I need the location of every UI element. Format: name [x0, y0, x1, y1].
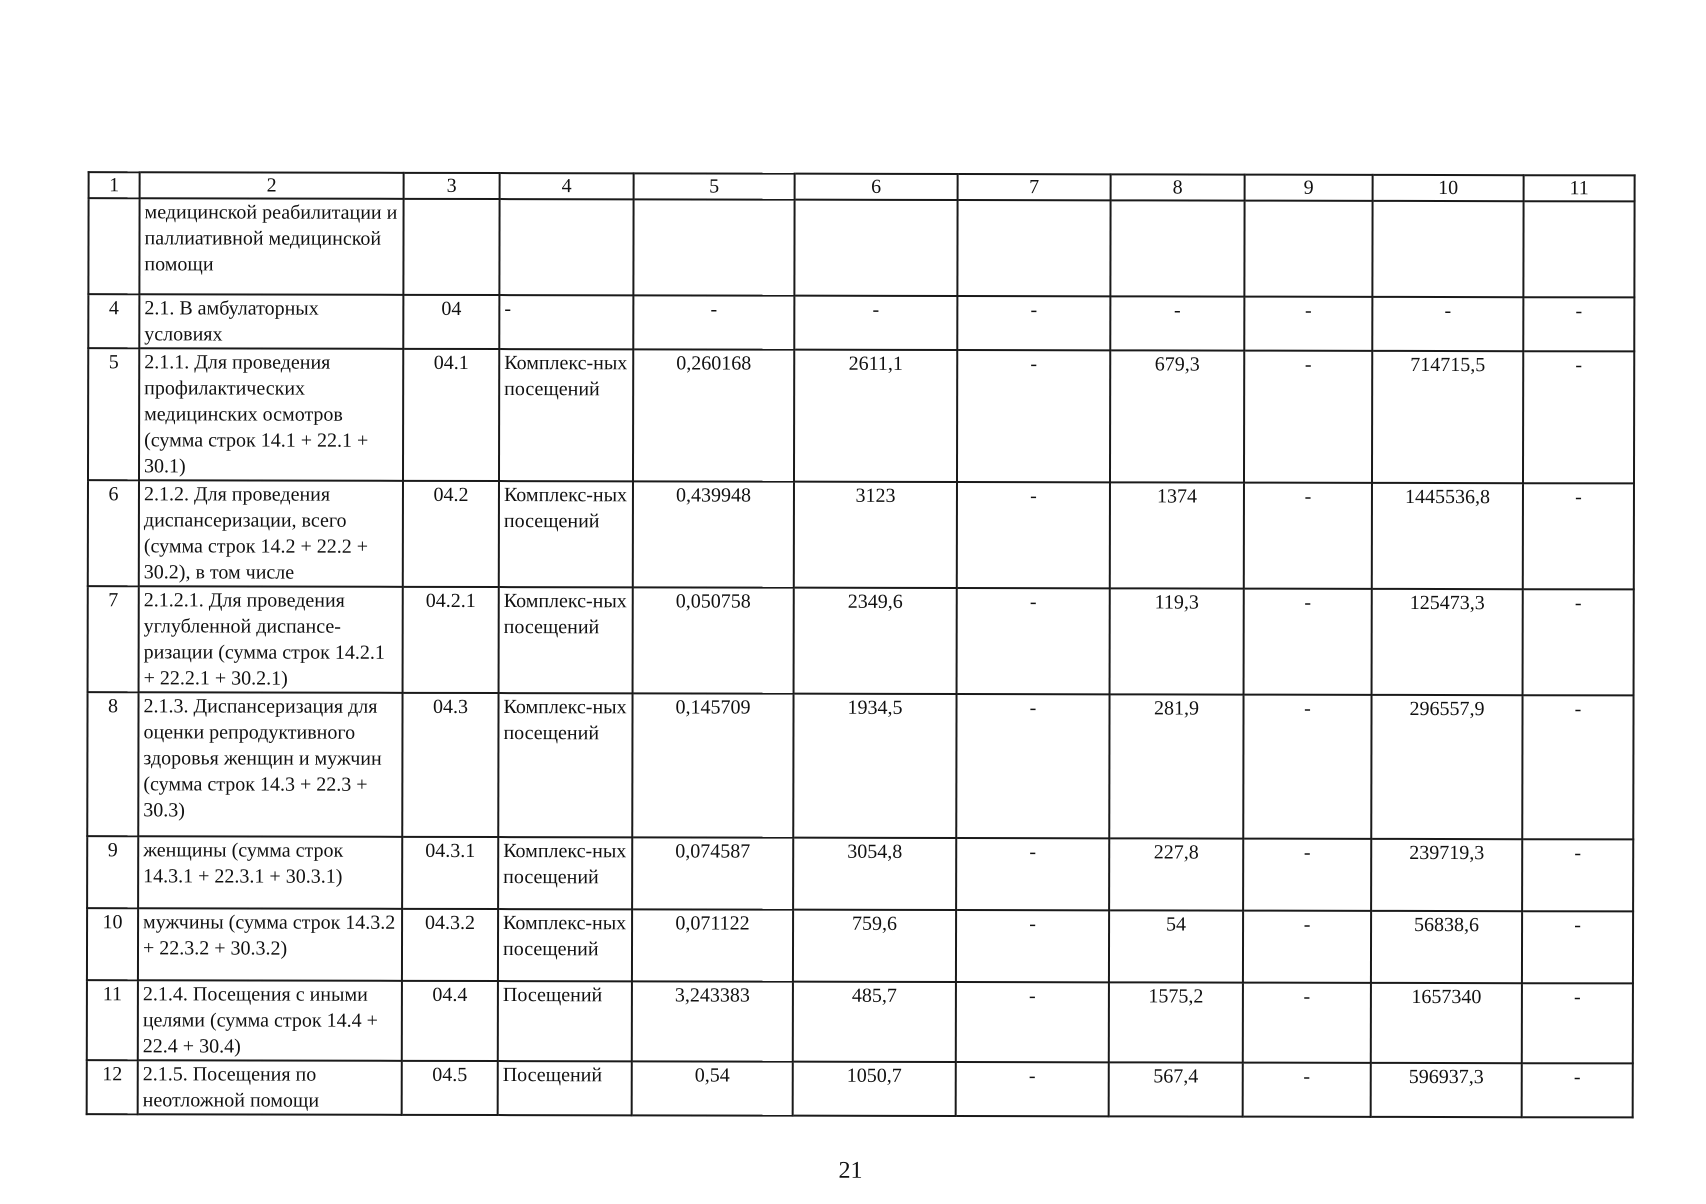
header-col-11: 11	[1524, 175, 1635, 201]
row-value-5: 0,439948	[633, 481, 794, 587]
row-value-8: 281,9	[1109, 694, 1243, 838]
row-value-10: 1657340	[1371, 983, 1522, 1063]
row-value-5: 0,074587	[632, 837, 793, 909]
row-value-9: -	[1243, 911, 1371, 983]
row-value-5	[633, 199, 794, 295]
row-value-11: -	[1522, 983, 1633, 1063]
row-unit: Комплекс-ных посещений	[498, 837, 632, 909]
row-number: 7	[88, 586, 139, 692]
row-name: 2.1.2.1. Для проведения углубленной диспансе-ризации (сумма строк 14.2.1 + 22.2.1 + 30.2.1)	[139, 586, 403, 693]
row-value-11: -	[1522, 839, 1633, 911]
row-value-6: 2611,1	[794, 350, 957, 482]
row-unit: Комплекс-ных посещений	[499, 349, 633, 481]
row-name: 2.1.2. Для проведения диспансеризации, всего (сумма строк 14.2 + 22.2 + 30.2), в том числе	[139, 480, 403, 587]
row-code: 04.3	[402, 693, 498, 837]
row-name: женщины (сумма строк 14.3.1 + 22.3.1 + 30.3.1)	[138, 836, 402, 909]
row-value-11	[1523, 201, 1634, 297]
header-col-1: 1	[89, 172, 140, 198]
table-row	[88, 198, 1634, 297]
row-code	[403, 199, 499, 295]
row-value-6: 1934,5	[793, 694, 956, 838]
row-unit: -	[499, 295, 633, 349]
row-value-9: -	[1244, 483, 1372, 589]
table-row	[87, 908, 1633, 983]
row-value-9: -	[1244, 589, 1372, 695]
row-unit: Комплекс-ных посещений	[498, 909, 632, 981]
row-value-7: -	[956, 982, 1109, 1062]
row-code: 04.4	[402, 981, 498, 1061]
row-value-9: -	[1243, 839, 1371, 911]
row-value-6: 2349,6	[794, 588, 957, 694]
row-code: 04	[403, 295, 499, 349]
row-number	[88, 198, 139, 294]
table-row	[87, 1060, 1633, 1117]
row-value-11: -	[1523, 297, 1634, 351]
header-col-8: 8	[1111, 174, 1245, 200]
row-value-10: 714715,5	[1372, 351, 1523, 483]
header-col-10: 10	[1373, 175, 1524, 201]
row-value-9	[1244, 201, 1372, 297]
row-value-5: 0,145709	[632, 693, 793, 837]
row-number: 10	[87, 908, 138, 980]
header-col-9: 9	[1245, 175, 1373, 201]
row-number: 9	[87, 836, 138, 908]
row-value-5: -	[633, 295, 794, 349]
row-value-10: 125473,3	[1372, 589, 1523, 695]
row-value-10	[1372, 201, 1523, 297]
row-value-9: -	[1243, 1063, 1371, 1117]
row-number: 5	[88, 348, 139, 480]
header-col-4: 4	[500, 173, 634, 199]
row-value-5: 0,071122	[632, 909, 793, 981]
row-value-7: -	[956, 910, 1109, 982]
row-value-7: -	[957, 350, 1110, 482]
row-name: 2.1.4. Посещения с иными целями (сумма строк 14.4 + 22.4 + 30.4)	[138, 980, 402, 1061]
row-value-11: -	[1523, 483, 1634, 589]
row-number: 6	[88, 480, 139, 586]
table-row	[88, 348, 1634, 483]
row-name: медицинской реабилитации и паллиативной медицинской помощи	[139, 198, 403, 295]
row-code: 04.3.1	[402, 837, 498, 909]
row-unit: Комплекс-ных посещений	[499, 587, 633, 693]
row-value-11: -	[1522, 911, 1633, 983]
table-row	[87, 692, 1633, 839]
row-name: 2.1.3. Диспансеризация для оценки репродуктивного здоровья женщин и мужчин (сумма строк 14.3 + 22.3 + 30.3)	[138, 692, 402, 837]
row-value-8	[1110, 200, 1244, 296]
row-unit: Комплекс-ных посещений	[499, 481, 633, 587]
row-value-9: -	[1244, 297, 1372, 351]
table-row	[88, 586, 1634, 695]
row-number: 12	[87, 1060, 138, 1114]
row-value-7	[957, 200, 1110, 296]
row-value-11: -	[1523, 589, 1634, 695]
row-value-7: -	[957, 296, 1110, 350]
row-name: 2.1. В амбулаторных условиях	[139, 294, 403, 349]
row-code: 04.2	[403, 481, 499, 587]
row-value-7: -	[956, 838, 1109, 910]
row-value-7: -	[957, 588, 1110, 694]
row-name: 2.1.1. Для проведения профилактических медицинских осмотров (сумма строк 14.1 + 22.1 + 30.1)	[139, 348, 403, 481]
row-unit	[499, 199, 633, 295]
row-value-5: 0,050758	[633, 587, 794, 693]
row-value-9: -	[1243, 983, 1371, 1063]
row-unit: Посещений	[498, 1061, 632, 1115]
row-value-10: 1445536,8	[1372, 483, 1523, 589]
row-value-6: 3123	[794, 482, 957, 588]
row-value-7: -	[956, 694, 1109, 838]
row-code: 04.2.1	[403, 587, 499, 693]
row-value-10: 239719,3	[1371, 839, 1522, 911]
page-number: 21	[838, 1157, 863, 1184]
row-value-5: 0,54	[632, 1061, 793, 1115]
table-body	[87, 172, 1635, 1117]
row-value-10: 596937,3	[1371, 1063, 1522, 1117]
table-row	[88, 294, 1634, 351]
table-row	[87, 836, 1633, 911]
row-value-9: -	[1244, 351, 1372, 483]
row-unit: Посещений	[498, 981, 632, 1061]
header-col-5: 5	[634, 173, 795, 199]
row-value-6: -	[794, 296, 957, 350]
row-value-6: 485,7	[793, 982, 956, 1062]
row-value-7: -	[956, 1062, 1109, 1116]
data-table	[86, 171, 1636, 1118]
row-number: 11	[87, 980, 138, 1060]
header-col-2: 2	[140, 172, 404, 199]
header-col-3: 3	[404, 173, 500, 199]
table-row	[87, 980, 1633, 1063]
row-value-8: 1374	[1110, 482, 1244, 588]
row-value-8: -	[1110, 296, 1244, 350]
row-value-8: 679,3	[1110, 350, 1244, 482]
row-value-11: -	[1522, 1063, 1633, 1117]
row-code: 04.5	[402, 1061, 498, 1115]
table-header-row	[89, 172, 1635, 201]
row-value-8: 1575,2	[1109, 982, 1243, 1062]
row-value-6	[794, 200, 957, 296]
row-value-10: 56838,6	[1371, 911, 1522, 983]
row-value-11: -	[1523, 351, 1634, 483]
row-unit: Комплекс-ных посещений	[498, 693, 632, 837]
row-name: мужчины (сумма строк 14.3.2 + 22.3.2 + 30.3.2)	[138, 908, 402, 981]
row-value-6: 759,6	[793, 910, 956, 982]
row-value-8: 567,4	[1109, 1062, 1243, 1116]
header-col-7: 7	[958, 174, 1111, 200]
header-col-6: 6	[795, 174, 958, 200]
row-value-6: 1050,7	[793, 1062, 956, 1116]
row-value-11: -	[1522, 695, 1633, 839]
row-value-5: 0,260168	[633, 349, 794, 481]
row-number: 8	[87, 692, 138, 836]
row-code: 04.3.2	[402, 909, 498, 981]
row-name: 2.1.5. Посещения по неотложной помощи	[138, 1060, 402, 1115]
row-value-6: 3054,8	[793, 838, 956, 910]
row-value-7: -	[957, 482, 1110, 588]
row-code: 04.1	[403, 349, 499, 481]
row-value-8: 119,3	[1110, 588, 1244, 694]
row-value-10: 296557,9	[1371, 695, 1522, 839]
row-value-5: 3,243383	[632, 981, 793, 1061]
row-number: 4	[88, 294, 139, 348]
table-row	[88, 480, 1634, 589]
row-value-9: -	[1243, 695, 1371, 839]
row-value-10: -	[1372, 297, 1523, 351]
row-value-8: 227,8	[1109, 838, 1243, 910]
row-value-8: 54	[1109, 910, 1243, 982]
